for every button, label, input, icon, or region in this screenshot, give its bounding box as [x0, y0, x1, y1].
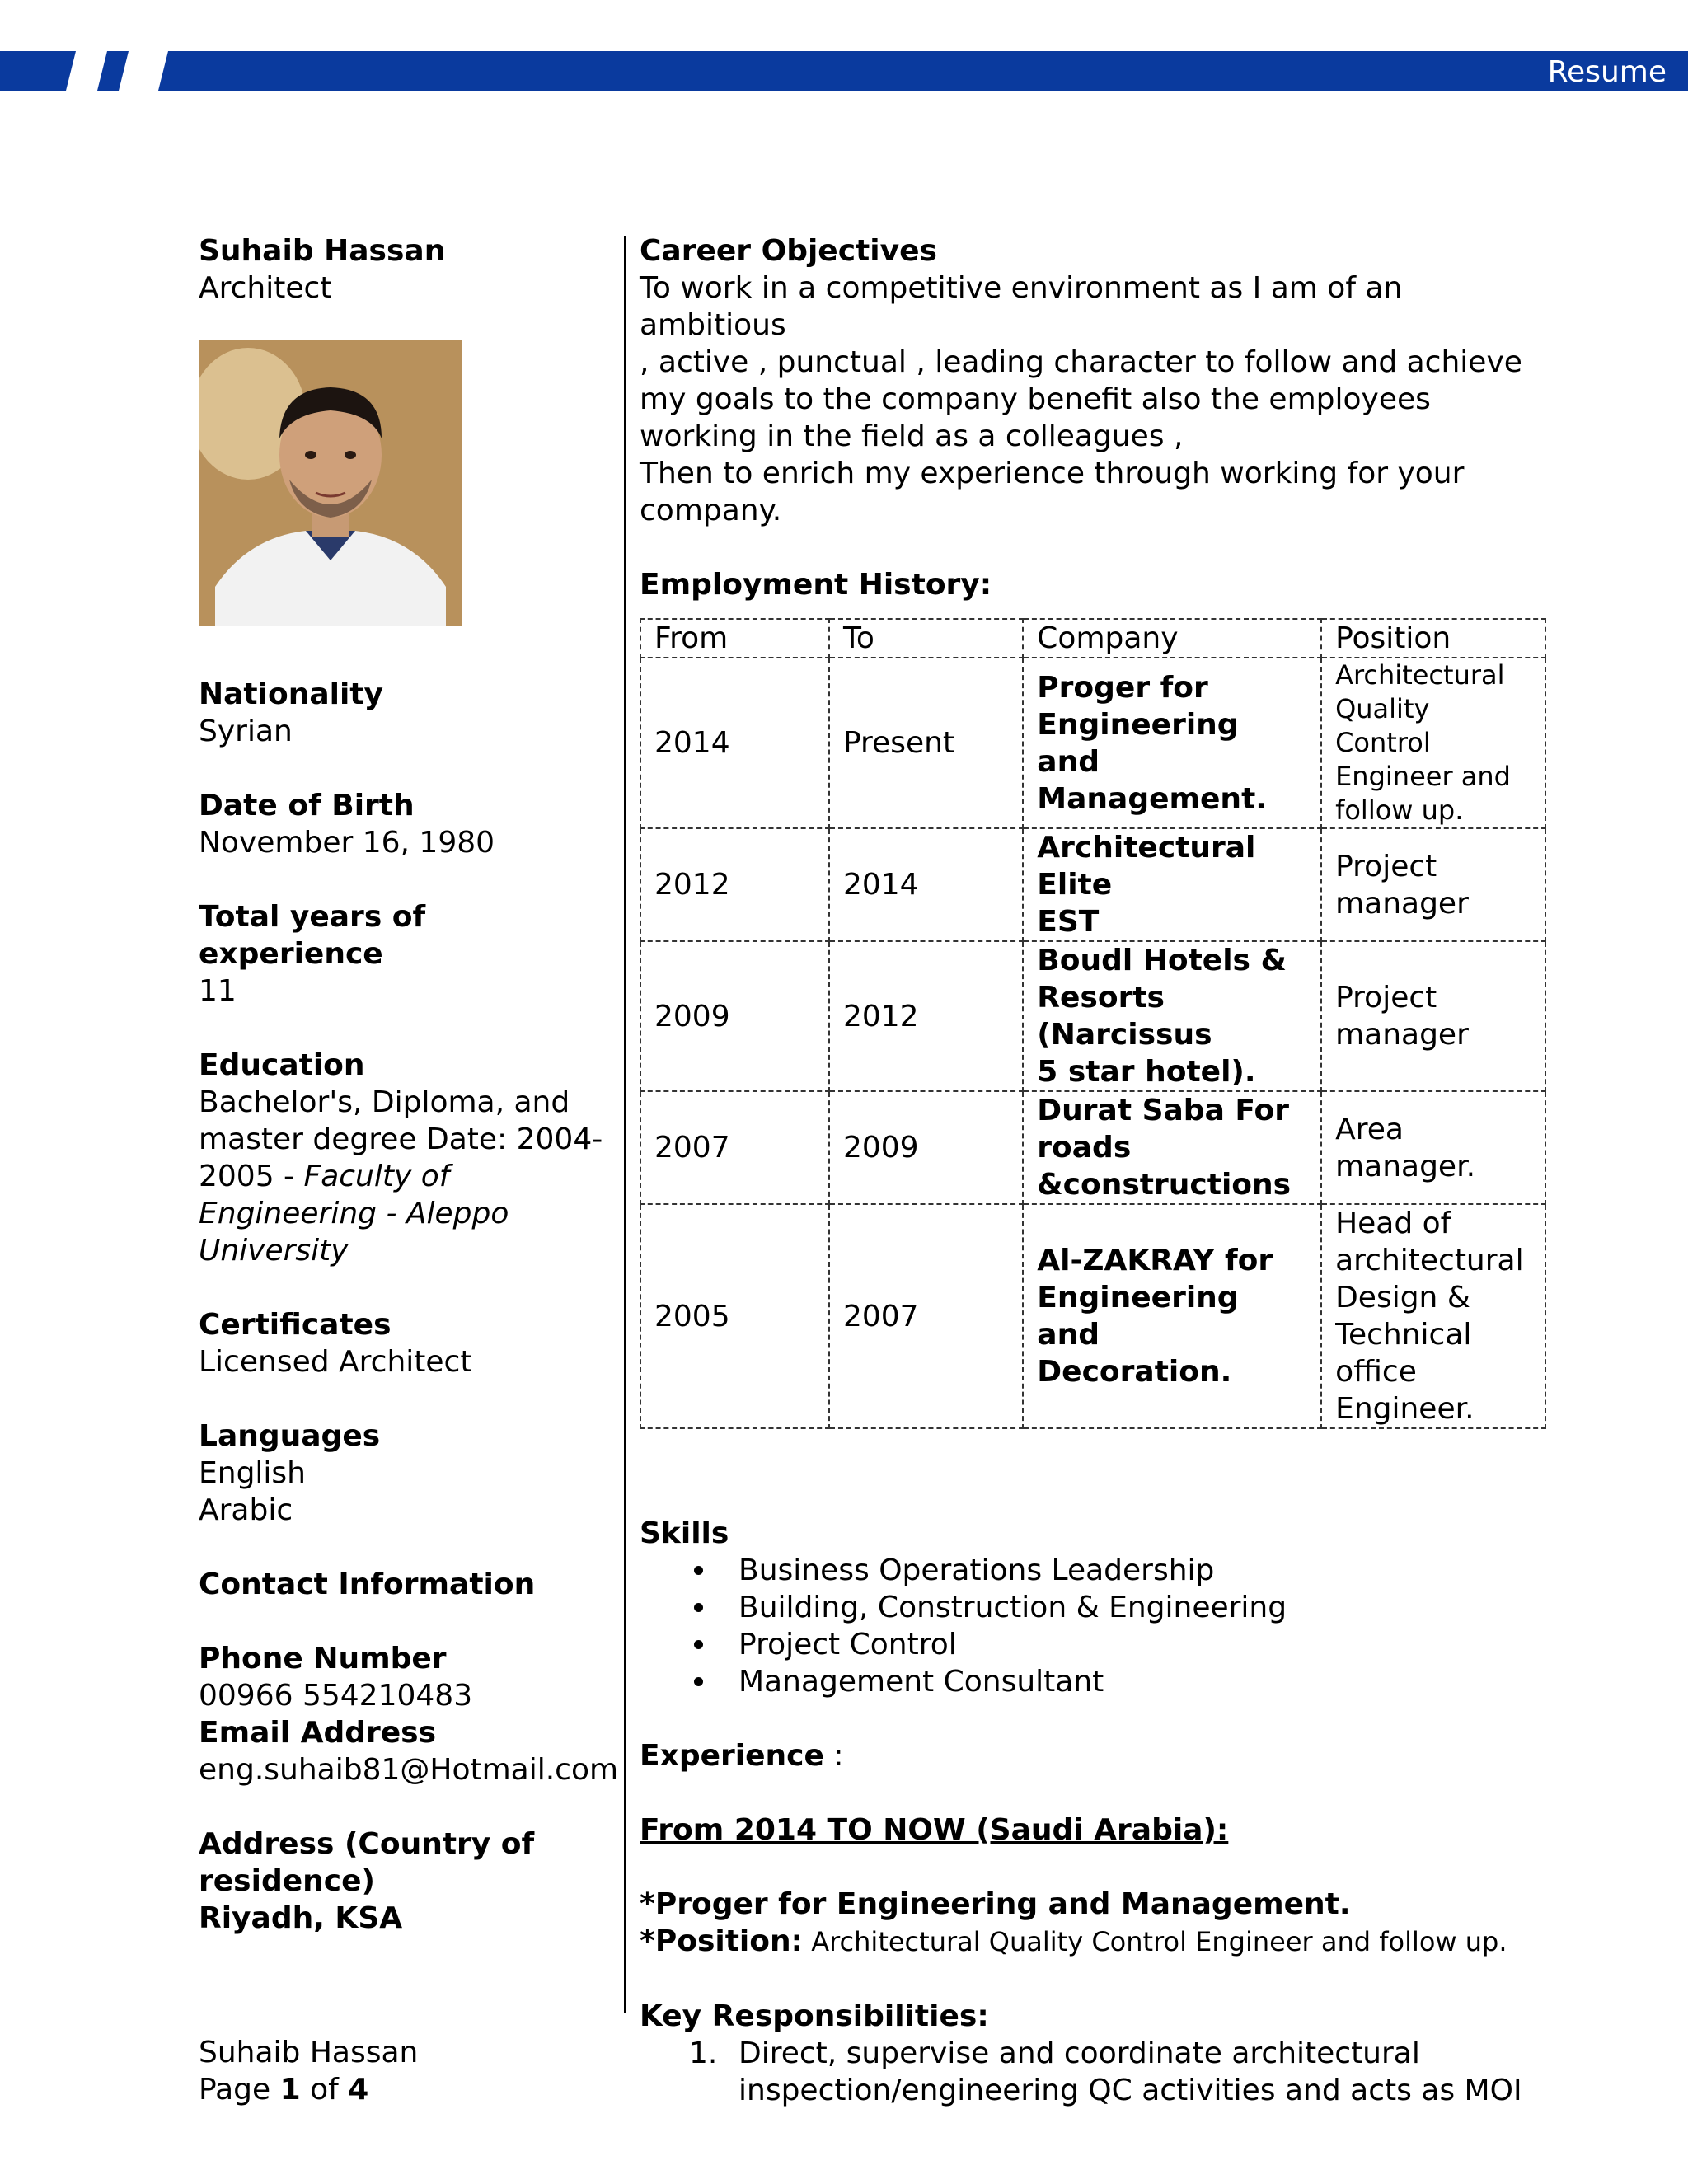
cell-from: 2014	[640, 658, 829, 828]
education-line	[199, 1158, 611, 1195]
position-line: Engineer.	[1335, 1392, 1475, 1426]
responsibility-line: inspection/engineering QC activities and acts as MOI	[738, 2074, 1522, 2107]
certificates-heading: Certificates	[199, 1308, 392, 1342]
table-row	[640, 1204, 1545, 1428]
objectives-line: To work in a competitive environment as I am of an ambitious	[640, 271, 1403, 342]
cell-from: 2005	[640, 1204, 829, 1428]
position-line: Area	[1335, 1112, 1404, 1146]
cell-company	[1023, 941, 1321, 1091]
company-line: Boudl Hotels &	[1037, 944, 1287, 977]
table-row	[640, 658, 1545, 828]
company-line: Decoration.	[1037, 1355, 1232, 1389]
dob-heading: Date of Birth	[199, 789, 415, 823]
column-header-to: To	[829, 619, 1023, 658]
phone-heading: Phone Number	[199, 1642, 447, 1675]
experience-heading-suffix: :	[823, 1739, 844, 1773]
email-value: eng.suhaib81@Hotmail.com	[199, 1753, 619, 1787]
banner-label: Resume	[1547, 55, 1667, 89]
skills-list	[640, 1552, 1554, 1700]
position-line: Project	[1335, 849, 1437, 883]
phone-value: 00966 554210483	[199, 1679, 473, 1713]
experience-heading-label: Experience	[640, 1739, 824, 1773]
company-line: 5 star hotel).	[1037, 1055, 1256, 1089]
education-line	[199, 1232, 611, 1269]
objectives-line: company.	[640, 494, 782, 527]
column-header-company: Company	[1023, 619, 1321, 658]
education-line	[199, 1195, 611, 1232]
list-item: Building, Construction & Engineering	[738, 1589, 1554, 1626]
list-item: Project Control	[738, 1626, 1554, 1663]
position-line: Head of	[1335, 1207, 1451, 1240]
list-item: Business Operations Leadership	[738, 1552, 1554, 1589]
experience-years-value: 11	[199, 974, 237, 1008]
footer-page-indicator	[199, 2071, 418, 2108]
page-total: 4	[348, 2073, 369, 2107]
table-row	[640, 1091, 1545, 1204]
position-line: follow up.	[1335, 794, 1464, 826]
list-number: 1.	[689, 2036, 718, 2070]
education-line: Bachelor's, Diploma, and	[199, 1085, 570, 1119]
candidate-title: Architect	[199, 271, 332, 305]
certificates-value: Licensed Architect	[199, 1345, 472, 1379]
objectives-heading: Career Objectives	[640, 234, 937, 268]
language-item: Arabic	[199, 1493, 293, 1527]
column-header-position: Position	[1321, 619, 1545, 658]
list-item: Management Consultant	[738, 1663, 1554, 1700]
position-line: manager	[1335, 1018, 1469, 1052]
experience-heading	[640, 1737, 1554, 1774]
experience-years-heading: Total years of experience	[199, 900, 426, 971]
experience-company: *Proger for Engineering and Management.	[640, 1887, 1351, 1921]
education-date-end: 2005 -	[199, 1160, 304, 1193]
profile-photo	[199, 340, 462, 626]
cell-to: 2007	[829, 1204, 1023, 1428]
company-line: EST	[1037, 905, 1100, 939]
company-line: Architectural Elite	[1037, 831, 1256, 902]
position-line: Control	[1335, 727, 1431, 758]
position-line: manager.	[1335, 1149, 1476, 1183]
address-value: Riyadh, KSA	[199, 1901, 403, 1935]
position-line: Project	[1335, 981, 1437, 1015]
cell-company	[1023, 1091, 1321, 1204]
nationality-value: Syrian	[199, 715, 293, 748]
nationality-heading: Nationality	[199, 677, 383, 711]
contact-heading: Contact Information	[199, 1568, 536, 1601]
experience-position	[640, 1923, 1554, 1961]
responsibilities-list	[640, 2035, 1554, 2109]
cell-to: 2014	[829, 828, 1023, 941]
page-footer	[199, 2034, 418, 2108]
cell-from: 2012	[640, 828, 829, 941]
table-row	[640, 941, 1545, 1091]
position-value: Architectural Quality Control Engineer and follow up.	[803, 1926, 1507, 1957]
of-word: of	[310, 2073, 339, 2107]
header-banner	[0, 0, 1688, 99]
table-header-row	[640, 619, 1545, 658]
footer-name: Suhaib Hassan	[199, 2036, 419, 2069]
cell-to: 2009	[829, 1091, 1023, 1204]
left-column	[199, 232, 619, 1937]
objectives-line: working in the field as a colleagues ,	[640, 419, 1184, 453]
position-line: architectural	[1335, 1244, 1524, 1277]
cell-position	[1321, 1091, 1545, 1204]
company-line: Al-ZAKRAY for	[1037, 1244, 1273, 1277]
responsibilities-heading: Key Responsibilities:	[640, 1999, 989, 2033]
employment-heading: Employment History:	[640, 568, 992, 602]
table-row	[640, 828, 1545, 941]
cell-company	[1023, 1204, 1321, 1428]
banner-stripes	[0, 0, 1688, 99]
education-university: University	[199, 1234, 349, 1268]
education-faculty-cont: Engineering - Aleppo	[199, 1197, 509, 1230]
experience-period: From 2014 TO NOW (Saudi Arabia):	[640, 1813, 1229, 1847]
company-line: &constructions	[1037, 1168, 1292, 1202]
dob-value: November 16, 1980	[199, 826, 495, 860]
column-divider	[624, 236, 626, 2013]
position-line: manager	[1335, 886, 1469, 921]
company-line: Engineering and	[1037, 707, 1239, 779]
responsibility-line: Direct, supervise and coordinate architectural	[738, 2036, 1420, 2070]
cell-to: 2012	[829, 941, 1023, 1091]
language-item: English	[199, 1456, 306, 1490]
objectives-line: my goals to the company benefit also the employees	[640, 382, 1431, 416]
education-line: master degree Date: 2004-	[199, 1122, 603, 1156]
position-line: Architectural	[1335, 659, 1505, 691]
position-line: Quality	[1335, 693, 1430, 724]
education-heading: Education	[199, 1048, 365, 1082]
skills-heading: Skills	[640, 1516, 729, 1550]
position-line: Design &	[1335, 1281, 1470, 1315]
address-heading-cont: residence)	[199, 1864, 375, 1898]
languages-heading: Languages	[199, 1419, 381, 1453]
company-line: Management.	[1037, 781, 1267, 816]
list-item	[689, 2035, 1554, 2109]
email-heading: Email Address	[199, 1716, 437, 1750]
cell-from: 2007	[640, 1091, 829, 1204]
column-header-from: From	[640, 619, 829, 658]
cell-company	[1023, 828, 1321, 941]
position-line: office	[1335, 1355, 1417, 1389]
company-line: Resorts (Narcissus	[1037, 981, 1212, 1052]
right-column	[640, 232, 1554, 2109]
cell-position	[1321, 828, 1545, 941]
address-heading: Address (Country of	[199, 1827, 535, 1861]
cell-position	[1321, 1204, 1545, 1428]
objectives-line: Then to enrich my experience through working for your	[640, 457, 1465, 490]
employment-table	[640, 618, 1546, 1429]
page-number: 1	[279, 2073, 301, 2107]
objectives-line: , active , punctual , leading character to follow and achieve	[640, 345, 1522, 379]
position-label: *Position:	[640, 1924, 804, 1958]
cell-position	[1321, 658, 1545, 828]
cell-from: 2009	[640, 941, 829, 1091]
cell-to: Present	[829, 658, 1023, 828]
candidate-name: Suhaib Hassan	[199, 234, 446, 268]
company-line: Durat Saba For	[1037, 1094, 1290, 1127]
cell-company	[1023, 658, 1321, 828]
company-line: Engineering and	[1037, 1281, 1239, 1352]
position-line: Technical	[1335, 1318, 1472, 1352]
company-line: roads	[1037, 1131, 1132, 1165]
position-line: Engineer and	[1335, 761, 1511, 792]
page-word: Page	[199, 2073, 271, 2107]
cell-position	[1321, 941, 1545, 1091]
company-line: Proger for	[1037, 670, 1208, 705]
person-portrait-icon	[199, 340, 462, 626]
education-faculty: Faculty of	[303, 1160, 450, 1193]
